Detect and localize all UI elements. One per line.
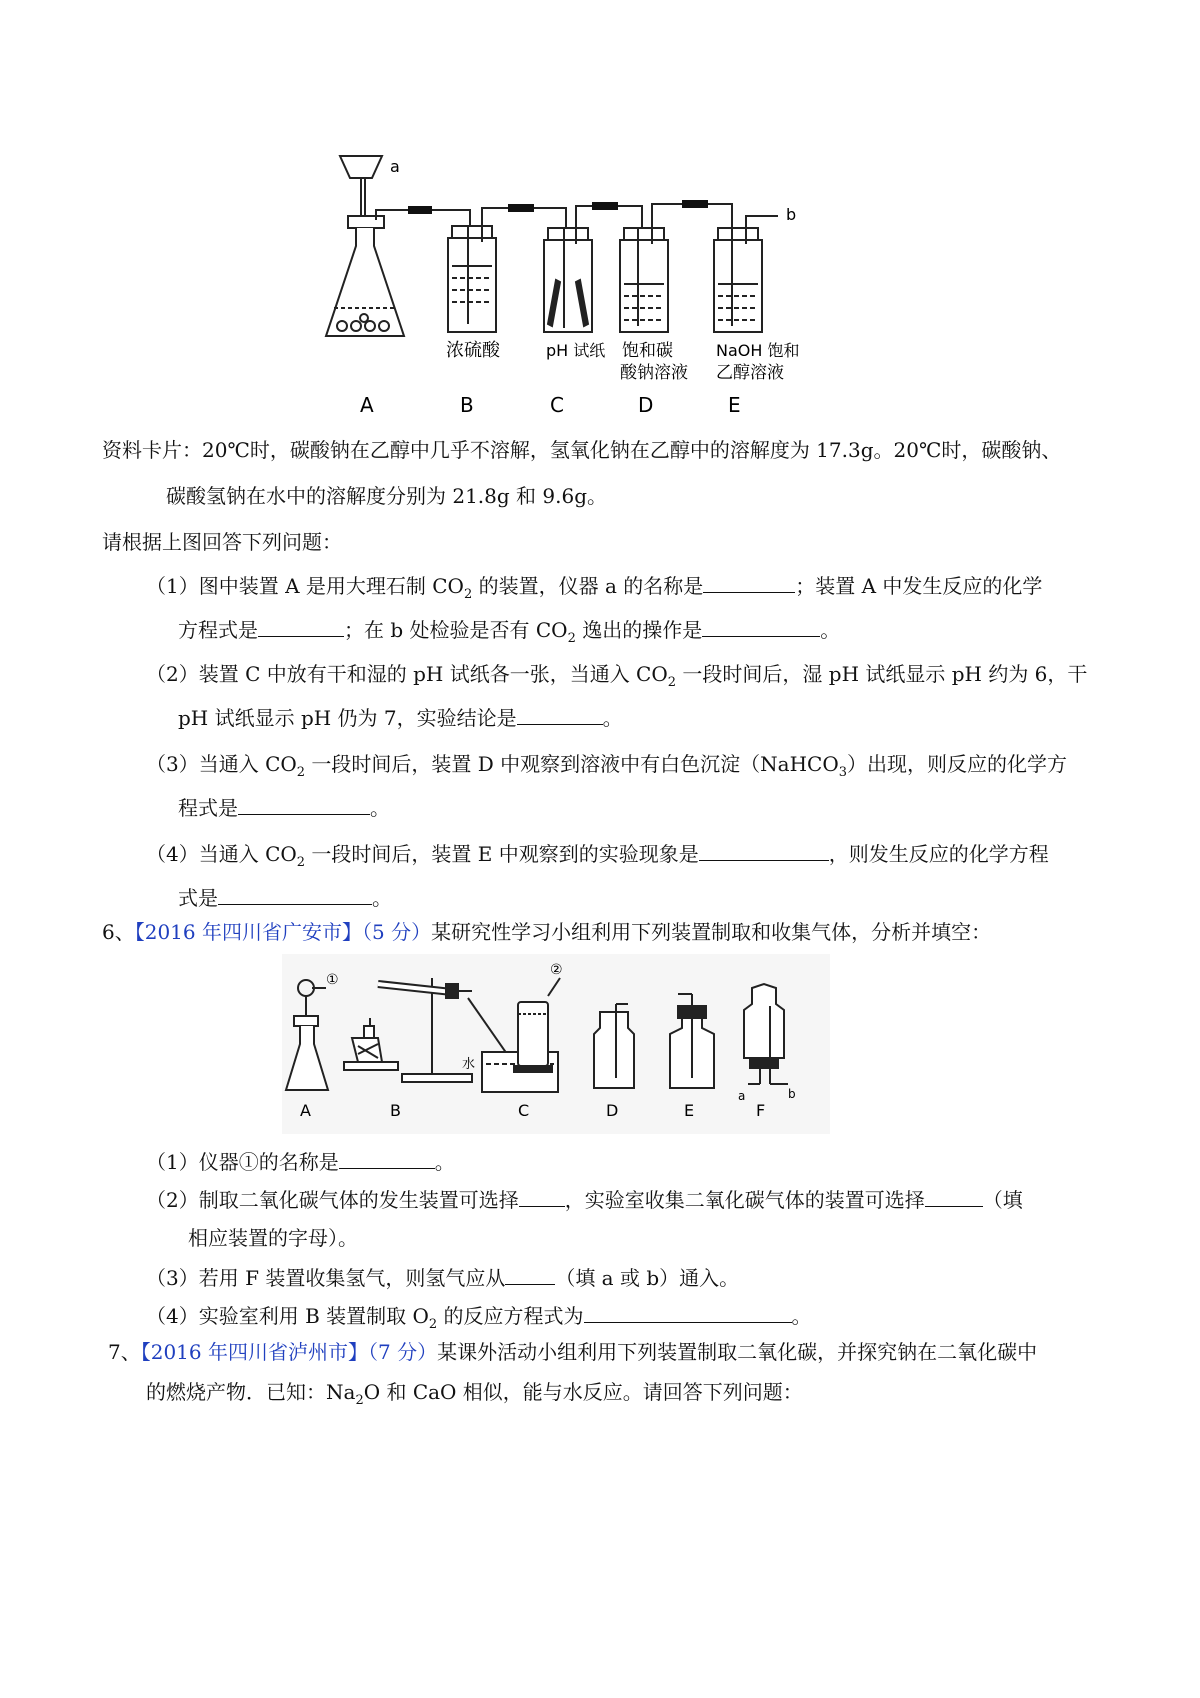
label-b: b: [786, 205, 797, 224]
answer-blank[interactable]: [218, 884, 372, 905]
fig2-letter-f: F: [756, 1101, 766, 1120]
label-a: a: [390, 157, 400, 176]
prompt-text: 请根据上图回答下列问题：: [102, 530, 342, 554]
answer-blank[interactable]: [505, 1264, 555, 1285]
q6-item-3: （3）若用 F 装置收集氢气，则氢气应从 （填 a 或 b）通入。: [146, 1266, 740, 1290]
info-card-line-2: 碳酸氢钠在水中的溶解度分别为 21.8g 和 9.6g。: [166, 484, 608, 508]
q6-score: （5 分）: [362, 920, 432, 944]
reagent-e-1: NaOH 饱和: [716, 341, 800, 360]
q6-item-2-line-2: 相应装置的字母）。: [188, 1226, 358, 1250]
answer-blank[interactable]: [925, 1186, 983, 1207]
q6-item-2-line-1: （2）制取二氧化碳气体的发生装置可选择 ，实验室收集二氧化碳气体的装置可选择 （填: [146, 1188, 1023, 1212]
mark-water: 水: [462, 1057, 476, 1072]
answer-blank[interactable]: [703, 572, 795, 593]
letter-a: A: [360, 393, 374, 417]
fig2-letter-e: E: [684, 1101, 695, 1120]
answer-blank[interactable]: [258, 616, 344, 637]
reagent-b: 浓硫酸: [446, 340, 500, 361]
answer-blank[interactable]: [519, 1186, 565, 1207]
mark-a: a: [738, 1089, 746, 1103]
answer-blank[interactable]: [699, 840, 829, 861]
reagent-d-2: 酸钠溶液: [620, 363, 688, 383]
q5-item-1-line-2: 方程式是 ；在 b 处检验是否有 $CO_2$ 逸出的操作是 。: [178, 618, 841, 646]
letter-c: C: [550, 393, 564, 417]
q7-score: （7 分）: [368, 1340, 438, 1364]
info-card-line-1: 资料卡片：20℃时，碳酸钠在乙醇中几乎不溶解，氢氧化钠在乙醇中的溶解度为 17.3g。20℃时，碳酸钠、: [102, 438, 1062, 462]
mark-1: ①: [326, 972, 339, 988]
apparatus-figure-2: [282, 954, 830, 1134]
q6-source: 【2016 年四川省广安市】: [134, 920, 362, 944]
letter-b: B: [460, 393, 474, 417]
mark-2: ②: [550, 962, 563, 978]
q7-stem: 某课外活动小组利用下列装置制取二氧化碳，并探究钠在二氧化碳中: [437, 1340, 1038, 1364]
q5-item-3-line-1: （3）当通入 $CO_2$ 一段时间后，装置 D 中观察到溶液中有白色沉淀（NaHCO$_3$）出现，则反应的化学方: [146, 752, 1068, 780]
reagent-c: pH 试纸: [546, 341, 606, 360]
q6-stem: 某研究性学习小组利用下列装置制取和收集气体，分析并填空：: [431, 920, 992, 944]
answer-blank[interactable]: [339, 1148, 435, 1169]
fig2-letter-b: B: [390, 1101, 401, 1120]
reagent-e-2: 乙醇溶液: [716, 363, 784, 383]
q7-heading: 7、【2016 年四川省泸州市】（7 分）某课外活动小组利用下列装置制取二氧化碳，并探究钠在二氧化碳中: [108, 1340, 1038, 1364]
answer-blank[interactable]: [238, 794, 370, 815]
q5-item-2-line-2: pH 试纸显示 pH 仍为 7，实验结论是 。: [178, 706, 623, 730]
q5-item-2-line-1: （2）装置 C 中放有干和湿的 pH 试纸各一张，当通入 $CO_2$ 一段时间后，湿 pH 试纸显示 pH 约为 6，干: [146, 662, 1088, 690]
fig2-letter-c: C: [518, 1101, 530, 1120]
q7-line-2: 的燃烧产物．已知：$Na_2O$ 和 CaO 相似，能与水反应。请回答下列问题：: [146, 1380, 803, 1408]
q6-heading: 6、【2016 年四川省广安市】（5 分）某研究性学习小组利用下列装置制取和收集气体，分析并填空：: [102, 920, 992, 944]
answer-blank[interactable]: [584, 1302, 792, 1323]
q5-item-1-line-1: （1）图中装置 A 是用大理石制 $CO_2$ 的装置，仪器 a 的名称是 ；装置 A 中发生反应的化学: [146, 574, 1043, 602]
answer-blank[interactable]: [517, 704, 603, 725]
reagent-d-1: 饱和碳: [622, 341, 673, 361]
q5-item-3-line-2: 程式是 。: [178, 796, 390, 820]
q7-source: 【2016 年四川省泸州市】: [140, 1340, 368, 1364]
answer-blank[interactable]: [702, 616, 820, 637]
q6-item-4: （4）实验室利用 B 装置制取 $O_2$ 的反应方程式为 。: [146, 1304, 812, 1332]
q5-item-4-line-1: （4）当通入 $CO_2$ 一段时间后，装置 E 中观察到的实验现象是 ，则发生反应的化学方程: [146, 842, 1049, 870]
mark-b: b: [788, 1087, 796, 1101]
apparatus-figure-1: [320, 148, 820, 418]
fig2-letter-a: A: [300, 1101, 311, 1120]
q5-item-4-line-2: 式是 。: [178, 886, 392, 910]
q6-item-1: （1）仪器①的名称是 。: [146, 1150, 455, 1174]
letter-d: D: [638, 393, 654, 417]
fig2-letter-d: D: [606, 1101, 619, 1120]
letter-e: E: [728, 393, 741, 417]
